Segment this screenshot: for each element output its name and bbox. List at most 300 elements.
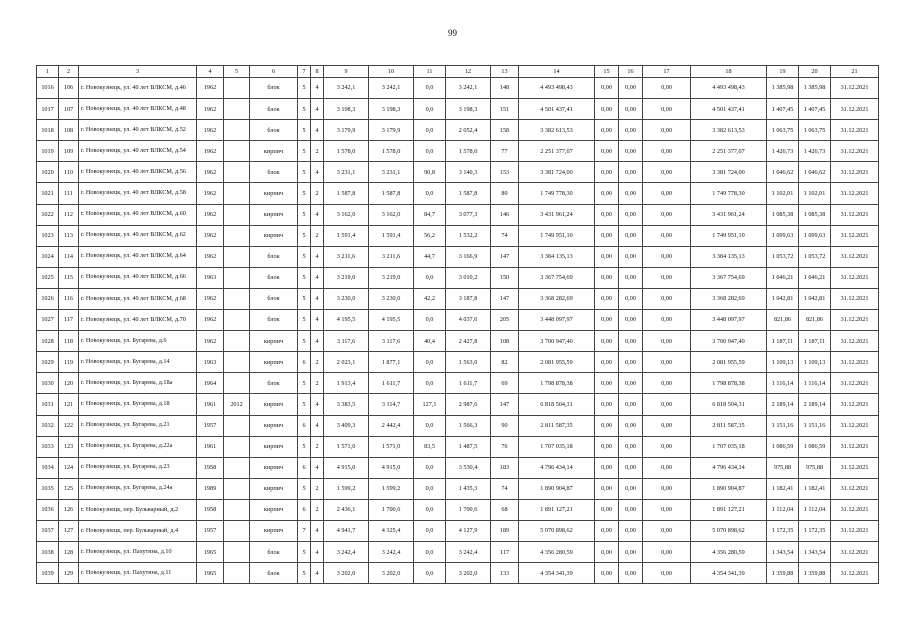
table-cell: 1022 (37, 204, 59, 225)
table-cell: 148 (491, 78, 519, 99)
table-cell: 0,00 (595, 436, 619, 457)
table-cell: 1028 (37, 331, 59, 352)
address-cell: г. Новокузнецк, ул. 40 лет ВЛКСМ, д.52 (79, 120, 197, 141)
column-header: 1 (37, 66, 59, 78)
table-cell: 1 046,62 (767, 162, 799, 183)
address-cell: г. Новокузнецк, ул. Пахутина, д.10 (79, 542, 197, 563)
table-cell: 2 811 587,35 (519, 415, 595, 436)
table-cell: 1039 (37, 563, 59, 584)
table-cell: 2 023,1 (324, 352, 369, 373)
table-cell: 1 749 951,10 (519, 225, 595, 246)
table-cell: 4 (311, 331, 324, 352)
table-cell: 0,00 (619, 225, 643, 246)
table-cell: 1 182,41 (767, 478, 799, 499)
table-cell: 3 242,4 (369, 542, 414, 563)
table-cell: 0,00 (595, 99, 619, 120)
table-cell: 1024 (37, 246, 59, 267)
table-cell: 31.12.2021 (831, 331, 879, 352)
table-cell (224, 267, 250, 288)
table-cell: 1037 (37, 520, 59, 541)
table-cell: 1 359,88 (767, 563, 799, 584)
column-header: 15 (595, 66, 619, 78)
table-cell: 4 501 437,41 (519, 99, 595, 120)
table-cell: 0,00 (595, 457, 619, 478)
table-cell: кирпич (250, 141, 298, 162)
table-cell: 31.12.2021 (831, 99, 879, 120)
table-cell: 3 700 947,40 (691, 331, 767, 352)
table-cell (224, 373, 250, 394)
table-cell: 0,00 (619, 478, 643, 499)
table-cell: 2 811 587,35 (691, 415, 767, 436)
column-header: 11 (414, 66, 446, 78)
address-cell: г. Новокузнецк, ул. Бугарева, д.23 (79, 457, 197, 478)
address-cell: г. Новокузнецк, ул. Бугарева, д.24а (79, 478, 197, 499)
table-cell: кирпич (250, 457, 298, 478)
table-cell: 126 (59, 499, 79, 520)
table-cell: 0,00 (643, 246, 691, 267)
table-cell: 68 (491, 499, 519, 520)
table-row (37, 478, 879, 499)
table-cell: 2 436,1 (324, 499, 369, 520)
table-cell: 1 046,62 (799, 162, 831, 183)
table-cell: 1962 (197, 204, 224, 225)
table-cell: 1027 (37, 310, 59, 331)
table-cell: 113 (59, 225, 79, 246)
table-cell: 1 798 878,38 (691, 373, 767, 394)
table-cell: 3 242,4 (446, 542, 491, 563)
table-cell: 3 202,0 (369, 563, 414, 584)
table-cell: 84,7 (414, 204, 446, 225)
table-cell: 5 070 898,62 (519, 520, 595, 541)
column-header: 17 (643, 66, 691, 78)
table-cell: 0,00 (595, 204, 619, 225)
table-cell: 115 (59, 267, 79, 288)
table-cell: 3 219,0 (324, 267, 369, 288)
table-cell (224, 78, 250, 99)
table-cell (224, 120, 250, 141)
table-cell: 1962 (197, 141, 224, 162)
table-cell: 7 (298, 520, 311, 541)
table-cell: 4 (311, 78, 324, 99)
table-cell: 124 (59, 457, 79, 478)
table-cell: 0,00 (643, 563, 691, 584)
table-cell: 153 (491, 162, 519, 183)
table-cell (224, 310, 250, 331)
table-cell: 1 611,7 (446, 373, 491, 394)
table-header-row (37, 66, 879, 78)
table-cell: 1 116,14 (767, 373, 799, 394)
table-cell: 112 (59, 204, 79, 225)
table-cell (224, 204, 250, 225)
table-cell: 1 112,04 (767, 499, 799, 520)
table-cell: 0,00 (619, 436, 643, 457)
table-cell: блок (250, 310, 298, 331)
table-cell: блок (250, 99, 298, 120)
table-cell: 1 563,0 (446, 352, 491, 373)
table-row (37, 246, 879, 267)
table-cell: 3 431 961,24 (519, 204, 595, 225)
table-cell: 1957 (197, 415, 224, 436)
table-cell: 3 384 135,13 (691, 246, 767, 267)
table-cell: 3 077,3 (446, 204, 491, 225)
table-cell: 6 818 504,31 (691, 394, 767, 415)
table-cell: 1 385,98 (799, 78, 831, 99)
table-cell: 0,00 (643, 542, 691, 563)
table-cell: 0,0 (414, 520, 446, 541)
table-cell: 3 242,1 (324, 78, 369, 99)
table-cell: 1965 (197, 542, 224, 563)
table-cell: 1 891 127,21 (519, 499, 595, 520)
table-cell: 1031 (37, 394, 59, 415)
table-cell: 1 172,35 (799, 520, 831, 541)
table-cell: 1962 (197, 246, 224, 267)
table-cell: 129 (59, 563, 79, 584)
table-cell: кирпич (250, 415, 298, 436)
address-cell: г. Новокузнецк, ул. Бугарева, д.18а (79, 373, 197, 394)
table-cell: 133 (491, 563, 519, 584)
table-cell: 1962 (197, 183, 224, 204)
table-cell: 5 (298, 563, 311, 584)
table-cell: 110 (59, 162, 79, 183)
column-header: 7 (298, 66, 311, 78)
table-row (37, 267, 879, 288)
table-cell: 1 707 035,18 (691, 436, 767, 457)
table-cell: 0,00 (643, 288, 691, 309)
table-cell: 5 (298, 331, 311, 352)
table-cell: 1 187,11 (767, 331, 799, 352)
table-cell: 0,00 (595, 141, 619, 162)
table-cell: 2 (311, 499, 324, 520)
table-row (37, 225, 879, 246)
table-cell (224, 141, 250, 162)
table-cell: 3 382 613,53 (691, 120, 767, 141)
table-cell: 3 140,3 (446, 162, 491, 183)
table-cell: блок (250, 288, 298, 309)
table-cell: 1 890 904,87 (691, 478, 767, 499)
table-cell: 0,00 (595, 478, 619, 499)
table-cell: 821,86 (767, 310, 799, 331)
table-cell: 0,00 (595, 415, 619, 436)
table-cell: 1 578,0 (369, 141, 414, 162)
table-cell: 1 112,04 (799, 499, 831, 520)
address-cell: г. Новокузнецк, ул. 40 лет ВЛКСМ, д.46 (79, 78, 197, 99)
table-cell: 0,00 (619, 542, 643, 563)
table-cell: 109 (59, 141, 79, 162)
table-cell: 5 (298, 99, 311, 120)
address-cell: г. Новокузнецк, ул. Бугарева, д.22а (79, 436, 197, 457)
table-cell: 5 (298, 225, 311, 246)
table-cell: 3 114,7 (369, 394, 414, 415)
table-cell: 0,00 (595, 331, 619, 352)
table-cell: 0,00 (619, 310, 643, 331)
table-cell: 0,00 (595, 246, 619, 267)
table-cell: 5 (298, 542, 311, 563)
table-cell: 3 219,0 (369, 267, 414, 288)
column-header: 14 (519, 66, 595, 78)
table-cell: 4 325,4 (369, 520, 414, 541)
table-cell: 1034 (37, 457, 59, 478)
table-cell: 4 (311, 563, 324, 584)
column-header: 8 (311, 66, 324, 78)
table-cell: 1 359,88 (799, 563, 831, 584)
table-cell: 128 (59, 542, 79, 563)
table-cell: 1961 (197, 394, 224, 415)
table-cell: 205 (491, 310, 519, 331)
table-cell: 31.12.2021 (831, 499, 879, 520)
table-cell: 2 (311, 352, 324, 373)
table-cell: 3 242,1 (369, 78, 414, 99)
table-cell: 151 (491, 99, 519, 120)
table-cell: 80 (491, 183, 519, 204)
table-cell: 1962 (197, 120, 224, 141)
table-cell: 0,0 (414, 457, 446, 478)
table-cell: 1 435,3 (446, 478, 491, 499)
table-cell: 4 (311, 457, 324, 478)
table-row (37, 457, 879, 478)
table-cell: 3 530,4 (446, 457, 491, 478)
table-cell: 121 (59, 394, 79, 415)
table-cell: 0,0 (414, 310, 446, 331)
address-cell: г. Новокузнецк, ул. 40 лет ВЛКСМ, д.64 (79, 246, 197, 267)
table-cell: 1962 (197, 331, 224, 352)
table-cell: 1038 (37, 542, 59, 563)
table-cell: 56,2 (414, 225, 446, 246)
housing-registry-table (36, 65, 879, 584)
table-cell: 1 109,13 (799, 352, 831, 373)
table-cell: 2 427,8 (446, 331, 491, 352)
table-cell: 3 448 097,97 (691, 310, 767, 331)
table-cell: 4 356 280,59 (519, 542, 595, 563)
address-cell: г. Новокузнецк, ул. 40 лет ВЛКСМ, д.70 (79, 310, 197, 331)
table-cell: 3 231,1 (324, 162, 369, 183)
table-cell: 1 086,59 (767, 436, 799, 457)
table-cell: 31.12.2021 (831, 183, 879, 204)
table-cell: 4 796 434,14 (519, 457, 595, 478)
table-cell: 1 042,81 (767, 288, 799, 309)
table-cell: 3 162,0 (324, 204, 369, 225)
table-cell: 5 (298, 394, 311, 415)
table-cell: 114 (59, 246, 79, 267)
address-cell: г. Новокузнецк, ул. Пахутина, д.11 (79, 563, 197, 584)
table-cell: 3 179,9 (369, 120, 414, 141)
table-cell: 3 198,3 (446, 99, 491, 120)
table-row (37, 352, 879, 373)
table-cell: 31.12.2021 (831, 520, 879, 541)
table-cell: 1036 (37, 499, 59, 520)
table-cell: 1 426,73 (767, 141, 799, 162)
table-cell: 6 818 504,31 (519, 394, 595, 415)
table-cell: 0,00 (595, 183, 619, 204)
table-cell: 0,00 (643, 78, 691, 99)
column-header: 9 (324, 66, 369, 78)
table-cell: 0,0 (414, 183, 446, 204)
table-cell: 31.12.2021 (831, 141, 879, 162)
table-cell: 146 (491, 204, 519, 225)
table-cell: 0,00 (643, 520, 691, 541)
table-cell: 0,00 (619, 288, 643, 309)
column-header: 3 (79, 66, 197, 78)
table-cell: 119 (59, 352, 79, 373)
address-cell: г. Новокузнецк, ул. 40 лет ВЛКСМ, д.54 (79, 141, 197, 162)
table-cell: 0,00 (643, 162, 691, 183)
table-cell: кирпич (250, 436, 298, 457)
table-cell: 1030 (37, 373, 59, 394)
table-cell: 0,00 (619, 520, 643, 541)
table-cell: блок (250, 542, 298, 563)
table-cell: 4 (311, 394, 324, 415)
table-cell: 4 (311, 120, 324, 141)
table-row (37, 331, 879, 352)
table-cell: 0,00 (643, 267, 691, 288)
table-row (37, 542, 879, 563)
table-row (37, 204, 879, 225)
table-cell: 1 599,2 (369, 478, 414, 499)
table-cell: 0,00 (595, 120, 619, 141)
table-cell: 6 (298, 457, 311, 478)
table-cell: 5 (298, 267, 311, 288)
table-cell: 2 987,6 (446, 394, 491, 415)
table-cell: 0,00 (595, 499, 619, 520)
table-cell: 3 368 282,69 (691, 288, 767, 309)
table-cell: 0,00 (643, 478, 691, 499)
table-cell: 3 368 282,69 (519, 288, 595, 309)
table-cell: 106 (59, 78, 79, 99)
table-cell: 1 487,5 (446, 436, 491, 457)
address-cell: г. Новокузнецк, ул. 40 лет ВЛКСМ, д.68 (79, 288, 197, 309)
table-cell: 0,00 (595, 267, 619, 288)
table-cell: 0,0 (414, 373, 446, 394)
table-cell: 31.12.2021 (831, 225, 879, 246)
table-cell: кирпич (250, 204, 298, 225)
table-cell: 116 (59, 288, 79, 309)
table-cell: 3 242,1 (446, 78, 491, 99)
table-cell: 31.12.2021 (831, 162, 879, 183)
table-row (37, 499, 879, 520)
table-cell (224, 457, 250, 478)
table-row (37, 436, 879, 457)
table-row (37, 563, 879, 584)
table-cell: 5 (298, 162, 311, 183)
table-cell: 4 (311, 99, 324, 120)
table-cell: 0,00 (595, 542, 619, 563)
table-cell: 5 (298, 436, 311, 457)
table-cell: 4 (311, 288, 324, 309)
table-cell: 0,00 (643, 457, 691, 478)
address-cell: г. Новокузнецк, ул. Бугарева, д.14 (79, 352, 197, 373)
table-cell: 4 501 437,41 (691, 99, 767, 120)
table-cell: 1032 (37, 415, 59, 436)
table-cell: 40,4 (414, 331, 446, 352)
column-header: 5 (224, 66, 250, 78)
table-cell: 3 231,1 (369, 162, 414, 183)
table-cell: кирпич (250, 331, 298, 352)
table-cell: 0,0 (414, 563, 446, 584)
column-header: 13 (491, 66, 519, 78)
table-cell: 0,00 (619, 373, 643, 394)
table-row (37, 99, 879, 120)
table-cell: 0,00 (643, 373, 691, 394)
table-cell: 4 037,0 (446, 310, 491, 331)
table-cell (224, 331, 250, 352)
table-cell: 147 (491, 288, 519, 309)
table-cell: 74 (491, 478, 519, 499)
address-cell: г. Новокузнецк, ул. 40 лет ВЛКСМ, д.58 (79, 183, 197, 204)
table-cell: 0,00 (643, 352, 691, 373)
table-cell: 2 189,14 (767, 394, 799, 415)
table-cell: 1035 (37, 478, 59, 499)
table-cell: 1 749 951,10 (691, 225, 767, 246)
table-cell: 0,00 (595, 288, 619, 309)
table-cell: 0,00 (619, 331, 643, 352)
table-cell: 1 053,72 (799, 246, 831, 267)
table-cell: 1 611,7 (369, 373, 414, 394)
table-cell: 821,86 (799, 310, 831, 331)
address-cell: г. Новокузнецк, пер. Бульварный, д.4 (79, 520, 197, 541)
table-cell: 3 383,5 (324, 394, 369, 415)
table-cell: 4 195,5 (369, 310, 414, 331)
table-cell: 5 070 898,62 (691, 520, 767, 541)
table-cell: 1 063,75 (799, 120, 831, 141)
table-cell: 76 (491, 436, 519, 457)
table-cell: 1963 (197, 267, 224, 288)
table-cell: 0,0 (414, 78, 446, 99)
table-cell: 31.12.2021 (831, 352, 879, 373)
table-cell (224, 563, 250, 584)
table-cell: 117 (59, 310, 79, 331)
table-cell: 111 (59, 183, 79, 204)
table-cell: кирпич (250, 183, 298, 204)
address-cell: г. Новокузнецк, ул. Бугарева, д.18 (79, 394, 197, 415)
table-cell: 1026 (37, 288, 59, 309)
table-cell: 1963 (197, 352, 224, 373)
table-cell: 4 127,9 (446, 520, 491, 541)
table-cell: 31.12.2021 (831, 120, 879, 141)
table-cell: 3 211,6 (324, 246, 369, 267)
table-row (37, 394, 879, 415)
table-cell: 5 (298, 78, 311, 99)
table-row (37, 162, 879, 183)
table-cell: 0,00 (619, 394, 643, 415)
table-cell: 31.12.2021 (831, 542, 879, 563)
table-cell: 0,00 (619, 120, 643, 141)
table-cell: 3 211,6 (369, 246, 414, 267)
table-cell: 158 (491, 120, 519, 141)
table-cell (224, 499, 250, 520)
table-cell: 1962 (197, 99, 224, 120)
table-cell: 1957 (197, 520, 224, 541)
table-cell: 2 251 377,07 (691, 141, 767, 162)
table-cell: 0,0 (414, 415, 446, 436)
table-cell: 4 (311, 267, 324, 288)
table-row (37, 120, 879, 141)
column-header: 21 (831, 66, 879, 78)
table-cell: 1 749 778,30 (691, 183, 767, 204)
table-cell: блок (250, 246, 298, 267)
table-cell: 4 915,0 (324, 457, 369, 478)
table-cell: 0,00 (595, 394, 619, 415)
address-cell: г. Новокузнецк, пер. Бульварный, д.2 (79, 499, 197, 520)
table-cell: 0,00 (643, 331, 691, 352)
table-cell: 127,1 (414, 394, 446, 415)
table-cell: 31.12.2021 (831, 436, 879, 457)
column-header: 19 (767, 66, 799, 78)
table-cell: 6 (298, 352, 311, 373)
table-cell: 1 343,54 (767, 542, 799, 563)
table-cell: 1 086,59 (799, 436, 831, 457)
table-cell: 120 (59, 373, 79, 394)
table-cell: 122 (59, 415, 79, 436)
table-cell (224, 478, 250, 499)
